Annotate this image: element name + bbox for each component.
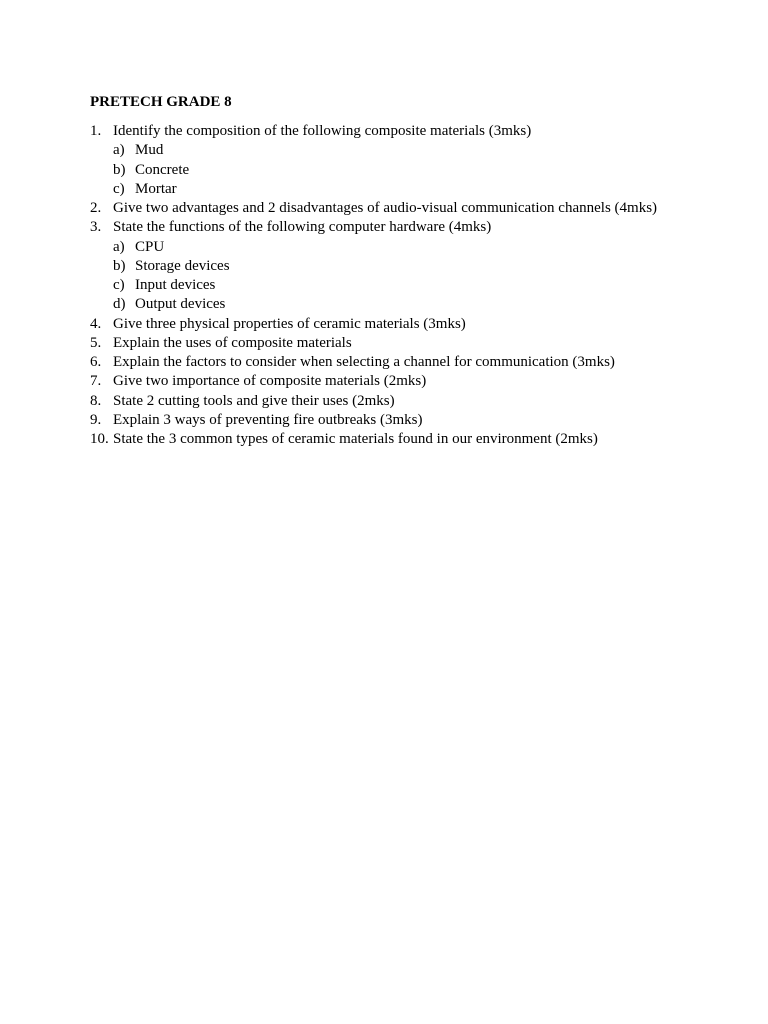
question-text: State the 3 common types of ceramic materials found in our environment (2mks) [113,431,598,447]
sub-item-text: Mud [135,142,164,159]
question-number: 5. [90,334,102,351]
question-text: Give three physical properties of ceramic materials (3mks) [113,315,466,332]
question-number: 2. [90,200,102,216]
question-list [90,122,730,449]
sub-item [90,257,730,276]
sub-item [90,295,730,314]
question-item [90,430,730,449]
sub-item-text: Concrete [135,161,190,178]
document-title: PRETECH GRADE 8 [90,94,232,110]
sub-item-text: Input devices [135,277,216,293]
sub-item [90,276,730,295]
sub-item-letter: a) [113,238,125,255]
sub-item [90,161,730,180]
question-number: 3. [90,219,102,236]
question-number: 8. [90,392,102,409]
question-item [90,334,730,353]
sub-item-text: Storage devices [135,257,230,274]
question-item [90,199,730,218]
question-item [90,411,730,430]
question-text: Identify the composition of the following composite materials (3mks) [113,123,532,139]
question-number: 10. [90,431,109,447]
question-text: State the functions of the following computer hardware (4mks) [113,219,492,236]
sub-item-text: CPU [135,238,165,255]
question-number: 7. [90,373,102,390]
question-item [90,315,730,334]
sub-item-letter: b) [113,161,126,178]
question-item [90,122,730,141]
sub-item-text: Mortar [135,180,177,197]
sub-item-letter: d) [113,296,126,313]
question-item [90,392,730,411]
question-item [90,353,730,372]
question-item [90,372,730,391]
question-text: Explain 3 ways of preventing fire outbreaks (3mks) [113,411,423,428]
sub-item-letter: b) [113,257,126,274]
question-text: State 2 cutting tools and give their uses (2mks) [113,392,395,409]
sub-item [90,238,730,257]
sub-item-letter: c) [113,277,125,293]
sub-item-text: Output devices [135,296,226,313]
question-text: Explain the uses of composite materials [113,334,352,351]
question-number: 1. [90,123,102,139]
sub-item [90,141,730,160]
sub-item-letter: a) [113,142,125,159]
question-number: 9. [90,411,102,428]
sub-item [90,180,730,199]
question-number: 6. [90,354,102,370]
question-text: Give two importance of composite materials (2mks) [113,373,427,390]
question-text: Give two advantages and 2 disadvantages of audio-visual communication channels (4mks) [113,200,658,216]
question-text: Explain the factors to consider when selecting a channel for communication (3mks) [113,354,615,370]
question-number: 4. [90,315,102,332]
question-item [90,218,730,237]
sub-item-letter: c) [113,180,125,197]
